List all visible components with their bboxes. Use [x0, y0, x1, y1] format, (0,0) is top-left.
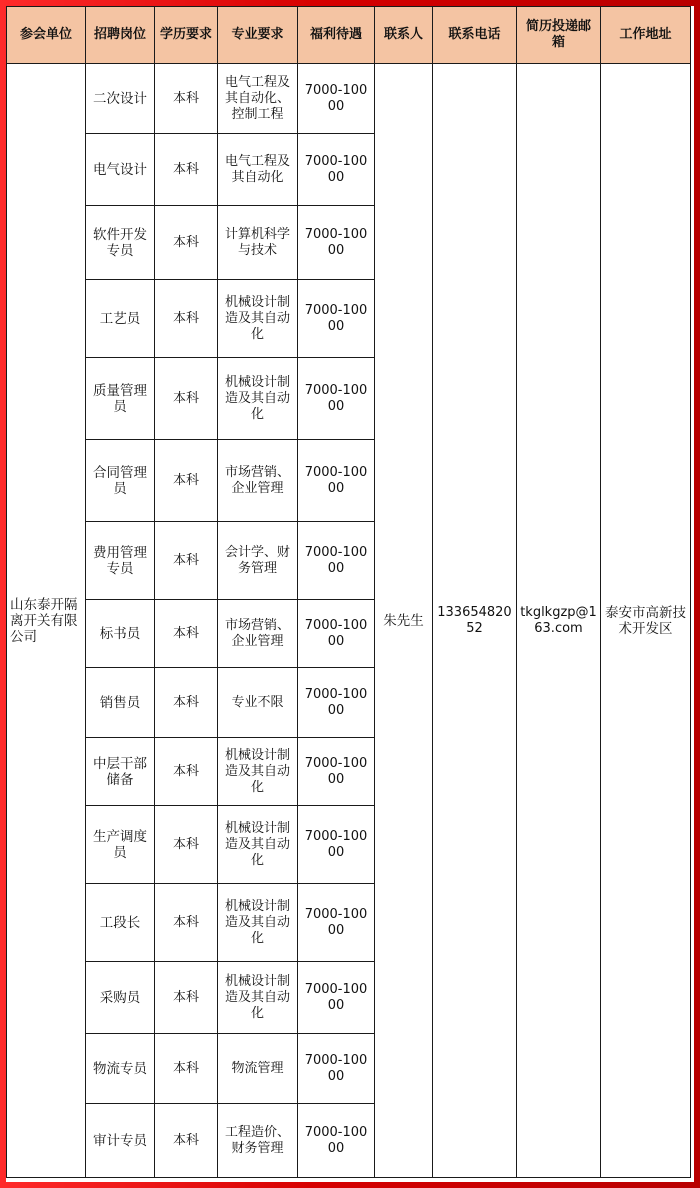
education-cell: 本科	[155, 64, 218, 134]
major-cell: 工程造价、财务管理	[218, 1104, 298, 1178]
company-cell: 山东泰开隔离开关有限公司	[7, 64, 86, 1178]
phone-cell: 13365482052	[433, 64, 517, 1178]
major-cell: 机械设计制造及其自动化	[218, 962, 298, 1034]
education-cell: 本科	[155, 884, 218, 962]
salary-cell: 7000-10000	[298, 738, 375, 806]
education-cell: 本科	[155, 806, 218, 884]
major-cell: 电气工程及其自动化	[218, 134, 298, 206]
education-cell: 本科	[155, 280, 218, 358]
header-email: 简历投递邮箱	[517, 7, 601, 64]
education-cell: 本科	[155, 440, 218, 522]
table-body	[7, 64, 691, 1178]
position-cell: 合同管理员	[86, 440, 155, 522]
header-education: 学历要求	[155, 7, 218, 64]
position-cell: 生产调度员	[86, 806, 155, 884]
education-cell: 本科	[155, 668, 218, 738]
position-cell: 费用管理专员	[86, 522, 155, 600]
position-cell: 二次设计	[86, 64, 155, 134]
header-phone: 联系电话	[433, 7, 517, 64]
position-cell: 标书员	[86, 600, 155, 668]
major-cell: 会计学、财务管理	[218, 522, 298, 600]
major-cell: 机械设计制造及其自动化	[218, 358, 298, 440]
salary-cell: 7000-10000	[298, 522, 375, 600]
email-cell: tkglkgzp@163.com	[517, 64, 601, 1178]
header-major: 专业要求	[218, 7, 298, 64]
major-cell: 机械设计制造及其自动化	[218, 738, 298, 806]
major-cell: 物流管理	[218, 1034, 298, 1104]
position-cell: 质量管理员	[86, 358, 155, 440]
header-salary: 福利待遇	[298, 7, 375, 64]
major-cell: 电气工程及其自动化、控制工程	[218, 64, 298, 134]
major-cell: 机械设计制造及其自动化	[218, 280, 298, 358]
salary-cell: 7000-10000	[298, 1034, 375, 1104]
position-cell: 中层干部储备	[86, 738, 155, 806]
address-cell: 泰安市高新技术开发区	[601, 64, 691, 1178]
education-cell: 本科	[155, 600, 218, 668]
header-contact: 联系人	[375, 7, 433, 64]
salary-cell: 7000-10000	[298, 1104, 375, 1178]
education-cell: 本科	[155, 962, 218, 1034]
position-cell: 审计专员	[86, 1104, 155, 1178]
position-cell: 软件开发专员	[86, 206, 155, 280]
salary-cell: 7000-10000	[298, 134, 375, 206]
education-cell: 本科	[155, 358, 218, 440]
major-cell: 机械设计制造及其自动化	[218, 806, 298, 884]
position-cell: 物流专员	[86, 1034, 155, 1104]
salary-cell: 7000-10000	[298, 884, 375, 962]
position-cell: 电气设计	[86, 134, 155, 206]
education-cell: 本科	[155, 1034, 218, 1104]
salary-cell: 7000-10000	[298, 600, 375, 668]
table-row	[7, 64, 691, 134]
contact-cell: 朱先生	[375, 64, 433, 1178]
salary-cell: 7000-10000	[298, 668, 375, 738]
education-cell: 本科	[155, 1104, 218, 1178]
position-cell: 采购员	[86, 962, 155, 1034]
salary-cell: 7000-10000	[298, 962, 375, 1034]
education-cell: 本科	[155, 738, 218, 806]
education-cell: 本科	[155, 522, 218, 600]
header-position: 招聘岗位	[86, 7, 155, 64]
recruitment-table	[6, 6, 691, 1178]
major-cell: 机械设计制造及其自动化	[218, 884, 298, 962]
recruitment-sheet	[6, 6, 694, 1182]
salary-cell: 7000-10000	[298, 280, 375, 358]
education-cell: 本科	[155, 206, 218, 280]
position-cell: 工艺员	[86, 280, 155, 358]
major-cell: 市场营销、企业管理	[218, 600, 298, 668]
header-row	[7, 7, 691, 64]
salary-cell: 7000-10000	[298, 206, 375, 280]
position-cell: 工段长	[86, 884, 155, 962]
major-cell: 计算机科学与技术	[218, 206, 298, 280]
education-cell: 本科	[155, 134, 218, 206]
major-cell: 市场营销、企业管理	[218, 440, 298, 522]
salary-cell: 7000-10000	[298, 64, 375, 134]
header-company: 参会单位	[7, 7, 86, 64]
salary-cell: 7000-10000	[298, 358, 375, 440]
salary-cell: 7000-10000	[298, 806, 375, 884]
salary-cell: 7000-10000	[298, 440, 375, 522]
major-cell: 专业不限	[218, 668, 298, 738]
header-address: 工作地址	[601, 7, 691, 64]
position-cell: 销售员	[86, 668, 155, 738]
